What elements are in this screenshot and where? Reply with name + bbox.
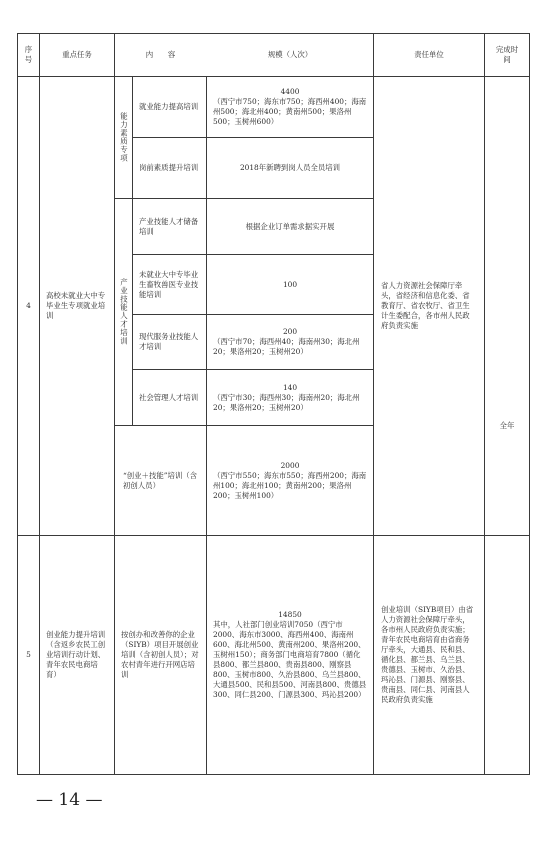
row5-content [115,536,206,774]
row4-item0-total: 4400 [280,87,300,96]
row4-item-content [133,255,206,314]
row4-unit [374,77,484,535]
header-unit-text: 责任单位 [414,50,444,59]
row4-item-scale [207,77,373,137]
row5-unit [374,536,484,774]
row4-item5-content-text: 社会管理人才培训 [139,392,199,402]
row5-task-text: 创业能力提升培训（含返乡农民工创业培训行动计划、青年农民电商培育） [46,630,106,679]
header-content-text: 内 容 [145,50,176,59]
header-unit [374,34,484,76]
row5-unit-text: 创业培训（SIYB项目）由省人力资源社会保障厅牵头，各市州人民政府负责实施；青年农民电商培育由省商务厅牵头，大通县、民和县、循化县、都兰县、乌兰县、贵德县、玉树市、久治县、玛沁县、门源县、刚察县、贵南县、同仁县、河南县人民政府负责实施 [381,605,474,704]
row4-item3-total: 100 [282,279,298,289]
row4-task [40,77,114,535]
header-scale [207,34,373,76]
row4-item-content [133,370,206,425]
row4-seq-text: 4 [26,301,31,310]
row4-item-content [133,199,206,254]
row4-last-total: 2000 [280,460,300,470]
row4-last-content [115,426,206,535]
row4-item-scale [207,199,373,254]
row4-last-scale [207,426,373,535]
row5-task [40,536,114,774]
header-seq-text: 序号 [24,45,33,64]
header-scale-text: 规模（人次） [267,50,313,59]
header-time-text: 完成时间 [495,45,519,64]
row4-item-scale [207,138,373,198]
row4-item2-content-text: 产业技能人才储备培训 [139,216,199,236]
row5-total: 14850 [278,610,302,619]
row4-item4-detail: （西宁市70；海西州40；海南州30；海北州20；果洛州20；玉树州20） [213,337,360,356]
row4-item1-content-text: 岗前素质提升培训 [139,163,199,172]
row4-item1-detail: 2018年新聘到岗人员全员培训 [239,163,341,172]
row4-item2-detail: 根据企业订单需求据实开展 [245,221,335,231]
header-task [40,34,114,76]
row4-last-detail: （西宁市550；海东市550；海西州200；海南州100；海北州100；黄南州200；果洛州200；玉树州100） [213,470,367,500]
row5-scale [207,536,373,774]
row5-content-text: 按创办和改善你的企业（SIYB）项目开展创业培训（含初创人员）；对农村青年进行开网店培训 [121,630,199,679]
row4-item0-detail: （西宁市750；海东市750；海西州400；海南州500；海北州400；黄南州500；果洛州500；玉树州600） [213,97,367,126]
row4-item3-content-text: 未就业大中专毕业生畜牧兽医专业技能培训 [139,269,199,299]
header-content [115,34,206,76]
time-all [485,77,529,774]
row4-item4-content-text: 现代服务业技能人才培训 [139,332,199,351]
row5-seq-text: 5 [26,650,31,659]
header-seq [18,34,39,76]
row5-seq [18,536,39,774]
row4-group2 [115,199,132,425]
row4-task-text: 高校未就业大中专毕业生专项就业培训 [46,291,106,320]
row4-group1 [115,77,132,198]
page-number: — 14 — [36,790,103,810]
row4-item-scale [207,370,373,425]
header-time [485,34,529,76]
row4-unit-text: 省人力资源社会保障厅牵头，省经济和信息化委、省教育厅、省农牧厅、省卫生计生委配合，各市州人民政府负责实施 [381,281,470,330]
row4-group2-text: 产业技能人才培训 [119,278,129,346]
row4-item-scale [207,315,373,369]
row4-seq [18,77,39,535]
row4-item-content [133,138,206,198]
time-all-text: 全年 [499,420,515,430]
row4-item0-content-text: 就业能力提高培训 [139,102,199,111]
row4-item-content [133,315,206,369]
row5-detail: 其中，人社部门创业培训7050（西宁市2000、海东市3000、海西州400、海南州600、海北州500、黄南州200、果洛州200、玉树州150）；商务部门电商培育7800（循化县800、都兰县800、贵南县800、刚察县800、玉树市800、久治县800、乌兰县800、大通县500、民和县500、河南县800、贵德县300、同仁县200、门源县300、玛沁县200） [213,620,367,699]
row4-group1-text: 能力素质专项 [119,112,129,163]
row4-item5-total: 140 [282,382,298,392]
row4-item4-total: 200 [282,327,298,336]
row4-last-content-text: “创业＋技能”培训（含初创人员） [123,470,198,490]
row4-item-content [133,77,206,137]
header-task-text: 重点任务 [62,50,92,59]
row4-item-scale [207,255,373,314]
row4-item5-detail: （西宁市30；海西州30；海南州20；海北州20；果洛州20；玉树州20） [213,392,360,412]
